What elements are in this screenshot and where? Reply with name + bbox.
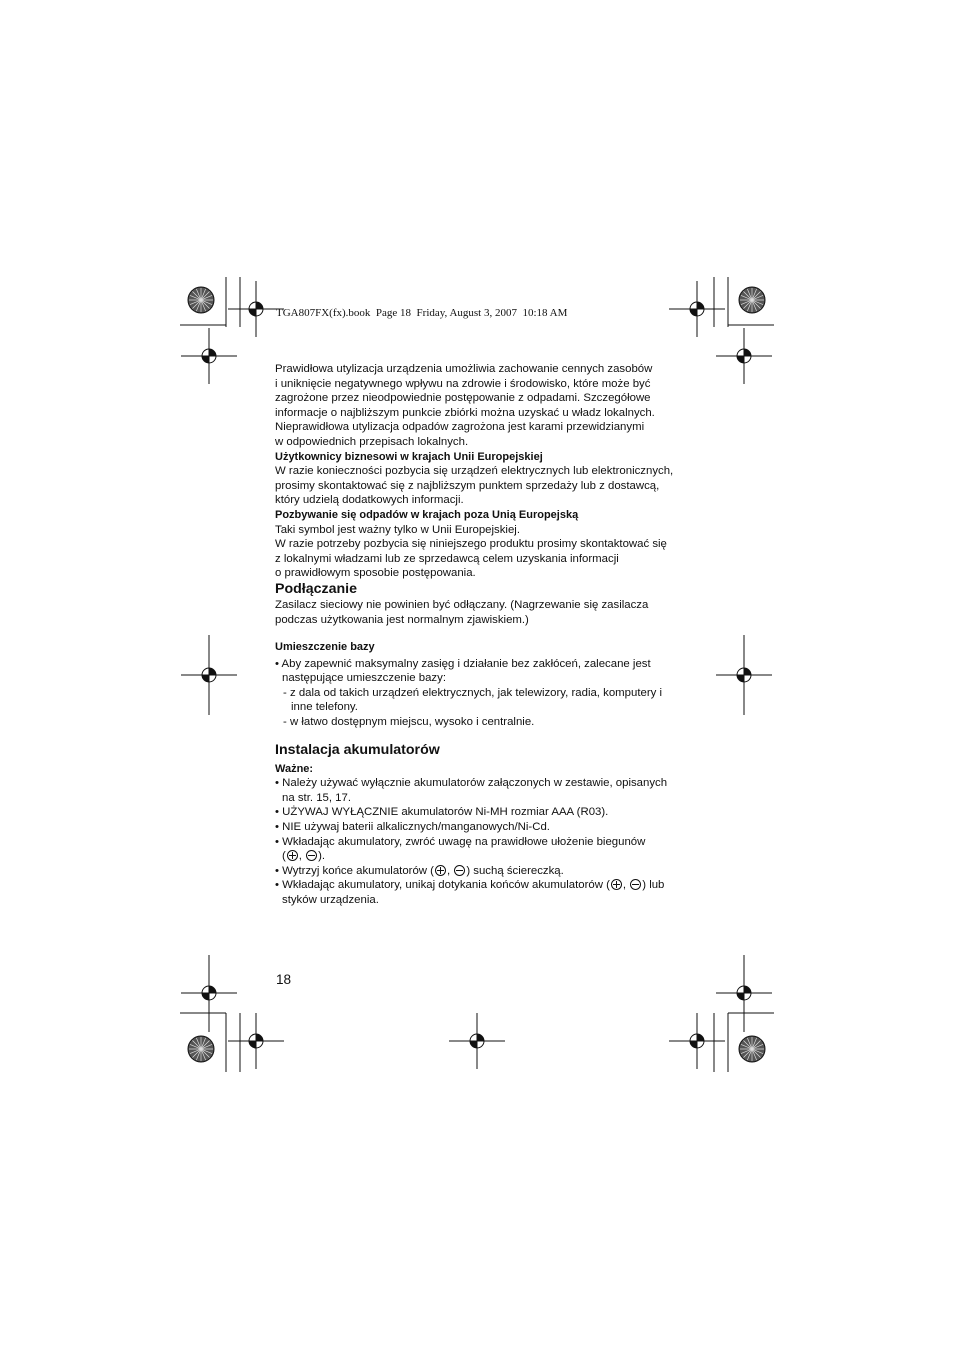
battery-installation-title: Instalacja akumulatorów <box>275 741 440 758</box>
text-fragment: • Wkładając akumulatory, unikaj dotykania końców akumulatorów ( <box>275 879 610 892</box>
connecting-paragraph <box>275 598 685 627</box>
registration-mark <box>188 1036 214 1062</box>
text-fragment: ( <box>282 850 286 863</box>
plus-terminal-icon <box>435 865 446 876</box>
registration-mark <box>181 328 237 384</box>
text-line: zagrożone przez nieodpowiednie postępowanie z odpadami. Szczegółowe <box>275 392 651 405</box>
text-fragment: , <box>298 850 306 863</box>
minus-terminal-icon <box>454 865 465 876</box>
list-item: • UŻYWAJ WYŁĄCZNIE akumulatorów Ni-MH rozmiar AAA (R03). <box>275 806 609 819</box>
text-line: i uniknięcie negatywnego wpływu na zdrowie i środowisko, które może być <box>275 377 651 390</box>
file-info-header: TGA807FX(fx).book Page 18 Friday, August 3, 2007 10:18 AM <box>276 307 568 319</box>
list-item-continuation <box>275 849 685 864</box>
sub-list-item: - w łatwo dostępnym miejscu, wysoko i centralnie. <box>283 716 535 729</box>
page-content <box>275 362 685 908</box>
text-line: W razie potrzeby pozbycia się niniejszego produktu prosimy skontaktować się <box>275 538 667 551</box>
list-item: • Należy używać wyłącznie akumulatorów załączonych w zestawie, opisanych <box>275 777 668 790</box>
sub-list-item: - z dala od takich urządzeń elektrycznych, jak telewizory, radia, komputery i <box>283 686 663 699</box>
connecting-title: Podłączanie <box>275 580 358 597</box>
text-fragment: , <box>622 879 630 892</box>
page-number: 18 <box>276 972 292 987</box>
text-line: Zasilacz sieciowy nie powinien być odłączany. (Nagrzewanie się zasilacza <box>275 598 649 611</box>
text-line: Prawidłowa utylizacja urządzenia umożliwia zachowanie cennych zasobów <box>275 363 653 375</box>
text-line: informacje o najbliższym punkcie zbiórki można uzyskać u władz lokalnych. <box>275 406 655 419</box>
list-item <box>275 878 685 893</box>
text-fragment: ). <box>318 850 326 863</box>
text-line: Taki symbol jest ważny tylko w Unii Europejskiej. <box>275 523 520 536</box>
base-placement-heading: Umieszczenie bazy <box>275 641 375 654</box>
plus-terminal-icon <box>611 879 622 890</box>
list-item-continuation: następujące umieszczenie bazy: <box>282 672 446 685</box>
text-fragment: • Wytrzyj końce akumulatorów ( <box>275 864 434 877</box>
intro-paragraph <box>275 362 685 450</box>
registration-mark <box>449 1013 505 1069</box>
plus-terminal-icon <box>287 850 298 861</box>
sub-list-item-continuation: inne telefony. <box>291 701 358 714</box>
text-line: o prawidłowym sposobie postępowania. <box>275 567 476 580</box>
registration-mark <box>188 287 214 313</box>
registration-mark <box>716 328 772 384</box>
text-fragment: ) suchą ściereczką. <box>466 864 564 877</box>
text-line: podczas użytkowania jest normalnym zjawiskiem.) <box>275 613 529 626</box>
list-item-continuation: na str. 15, 17. <box>282 791 352 804</box>
text-line: który udzielą dodatkowych informacji. <box>275 494 464 507</box>
text-line: z lokalnymi władzami lub ze sprzedawcą celem uzyskania informacji <box>275 552 619 565</box>
battery-notes-list <box>275 776 685 907</box>
registration-mark <box>228 1013 284 1069</box>
outside-eu-heading: Pozbywanie się odpadów w krajach poza Unią Europejską <box>275 508 579 521</box>
text-line: • Aby zapewnić maksymalny zasięg i działanie bez zakłóceń, zalecane jest <box>275 657 651 670</box>
list-item <box>275 657 685 672</box>
list-item <box>275 864 685 879</box>
text-line: Nieprawidłowa utylizacja odpadów zagrożona jest karami przewidzianymi <box>275 421 645 434</box>
text-fragment: , <box>446 864 454 877</box>
minus-terminal-icon <box>630 879 641 890</box>
list-item-continuation: styków urządzenia. <box>282 894 379 906</box>
list-item: • NIE używaj baterii alkalicznych/manganowych/Ni-Cd. <box>275 821 550 834</box>
text-line: prosimy skontaktować się z najbliższym punktem sprzedaży lub z dostawcą, <box>275 479 660 492</box>
outside-eu-paragraph <box>275 523 685 581</box>
business-users-paragraph <box>275 464 685 508</box>
list-item: • Wkładając akumulatory, zwróć uwagę na prawidłowe ułożenie biegunów <box>275 835 646 848</box>
business-users-heading: Użytkownicy biznesowi w krajach Unii Europejskiej <box>275 450 543 463</box>
text-line: W razie konieczności pozbycia się urządzeń elektrycznych lub elektronicznych, <box>275 465 674 478</box>
registration-mark <box>669 281 725 337</box>
base-placement-list <box>275 657 685 730</box>
important-label: Ważne: <box>275 762 314 775</box>
minus-terminal-icon <box>306 850 317 861</box>
text-fragment: ) lub <box>642 879 665 892</box>
registration-mark <box>669 1013 725 1069</box>
registration-mark <box>739 1036 765 1062</box>
registration-mark <box>739 287 765 313</box>
text-line: w odpowiednich przepisach lokalnych. <box>275 435 469 448</box>
